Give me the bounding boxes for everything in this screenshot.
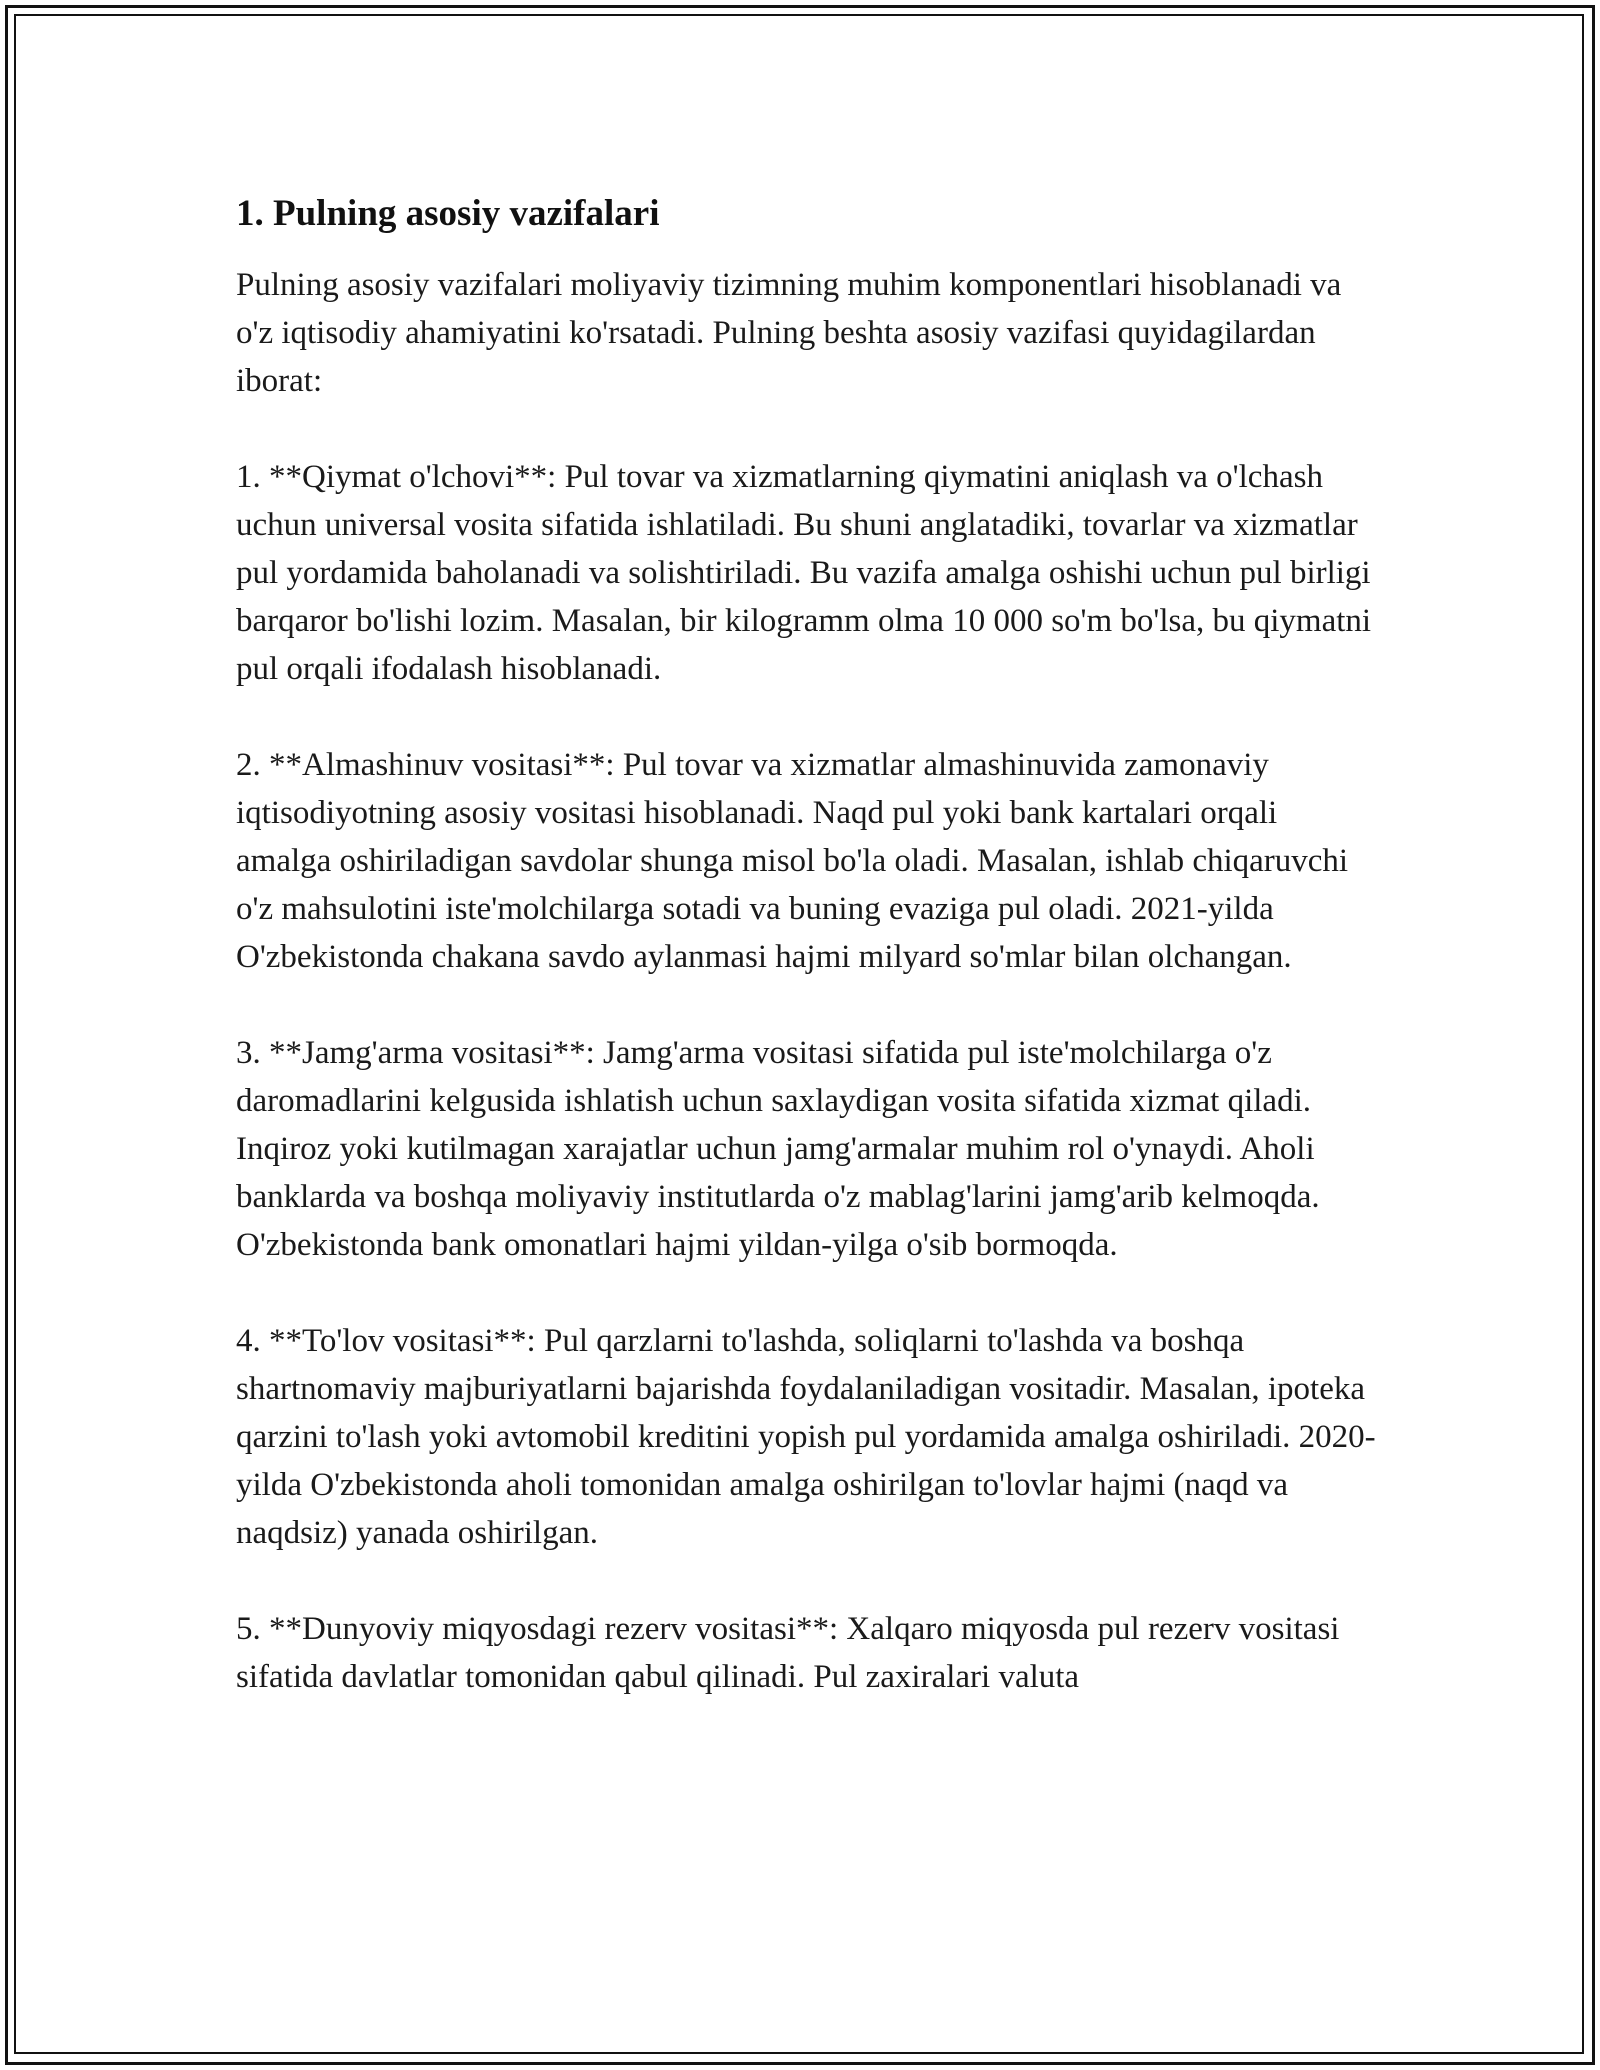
- list-item-tolov-vositasi: 4. **To'lov vositasi**: Pul qarzlarni to'lashda, soliqlarni to'lashda va boshqa shartnomaviy majburiyatlarni bajarishda foydalaniladigan vositadir. Masalan, ipoteka qarzini to'lash yoki avtomobil kreditini yopish pul yordamida amalga oshiriladi. 2020-yilda O'zbekistonda aholi tomonidan amalga oshirilgan to'lovlar hajmi (naqd va naqdsiz) yanada oshirilgan.: [236, 1323, 1376, 1551]
- intro-paragraph: Pulning asosiy vazifalari moliyaviy tizimning muhim komponentlari hisoblanadi va o'z iqtisodiy ahamiyatini ko'rsatadi. Pulning beshta asosiy vazifasi quyidagilardan iborat:: [236, 267, 1342, 399]
- list-item-rezerv-vositasi: 5. **Dunyoviy miqyosdagi rezerv vositasi**: Xalqaro miqyosda pul rezerv vositasi sifatida davlatlar tomonidan qabul qilinadi. Pul zaxiralari valuta: [236, 1611, 1340, 1695]
- section-heading: 1. Pulning asosiy vazifalari: [236, 193, 660, 234]
- list-item-almashinuv-vositasi: 2. **Almashinuv vositasi**: Pul tovar va xizmatlar almashinuvida zamonaviy iqtisodiyotning asosiy vositasi hisoblanadi. Naqd pul yoki bank kartalari orqali amalga oshiriladigan savdolar shunga misol bo'la oladi. Masalan, ishlab chiqaruvchi o'z mahsulotini iste'molchilarga sotadi va buning evaziga pul oladi. 2021-yilda O'zbekistonda chakana savdo aylanmasi hajmi milyard so'mlar bilan olchangan.: [236, 747, 1349, 975]
- list-item-jamgarma-vositasi: 3. **Jamg'arma vositasi**: Jamg'arma vositasi sifatida pul iste'molchilarga o'z daromadlarini kelgusida ishlatish uchun saxlaydigan vosita sifatida xizmat qiladi. Inqiroz yoki kutilmagan xarajatlar uchun jamg'armalar muhim rol o'ynaydi. Aholi banklarda va boshqa moliyaviy institutlarda o'z mablag'larini jamg'arib kelmoqda. O'zbekistonda bank omonatlari hajmi yildan-yilga o'sib bormoqda.: [236, 1035, 1320, 1263]
- document-body: [236, 186, 1376, 1701]
- list-item-qiymat-olchovi: 1. **Qiymat o'lchovi**: Pul tovar va xizmatlarning qiymatini aniqlash va o'lchash uchun universal vosita sifatida ishlatiladi. Bu shuni anglatadiki, tovarlar va xizmatlar pul yordamida baholanadi va solishtiriladi. Bu vazifa amalga oshishi uchun pul birligi barqaror bo'lishi lozim. Masalan, bir kilogramm olma 10 000 so'm bo'lsa, bu qiymatni pul orqali ifodalash hisoblanadi.: [236, 459, 1372, 687]
